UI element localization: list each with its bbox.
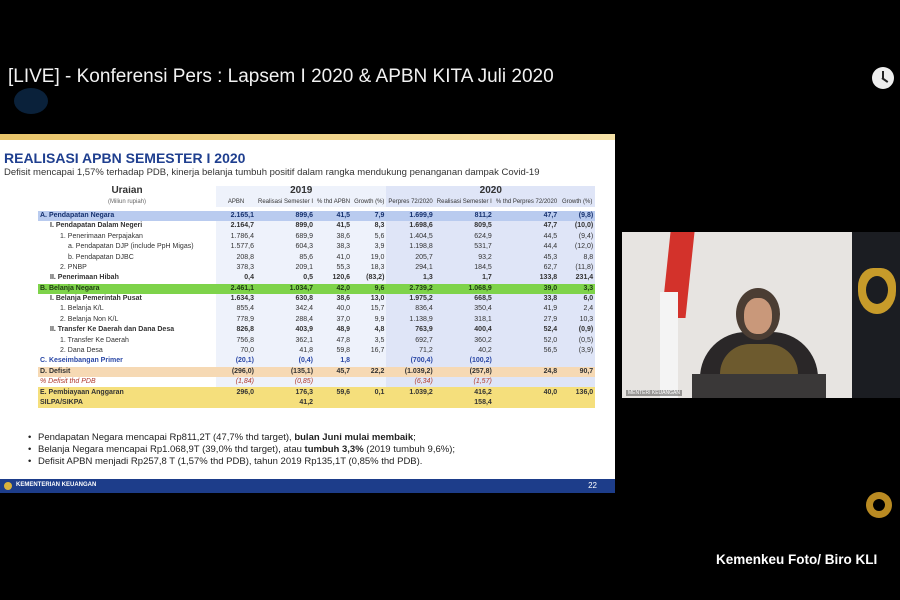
table-row	[38, 377, 595, 387]
row-label: 2. PNBP	[60, 263, 87, 271]
table-cell: 350,4	[435, 304, 494, 314]
table-cell: (83,2)	[352, 273, 386, 283]
row-label: II. Transfer Ke Daerah dan Dana Desa	[50, 326, 175, 334]
table-cell: 37,0	[315, 315, 352, 325]
page-number: 22	[588, 481, 597, 490]
table-cell: 378,3	[216, 263, 256, 273]
table-cell: 294,1	[386, 263, 434, 273]
table-cell: 27,9	[494, 315, 559, 325]
table-cell: 3,5	[352, 335, 386, 345]
table-cell	[494, 356, 559, 366]
table-row	[38, 211, 595, 221]
table-cell: 22,2	[352, 367, 386, 377]
table-cell: (100,2)	[435, 356, 494, 366]
table-cell	[494, 377, 559, 387]
table-cell: 1,3	[386, 273, 434, 283]
table-cell: (1,84)	[216, 377, 256, 387]
table-cell: (0,5)	[559, 335, 595, 345]
table-cell: 689,9	[256, 232, 315, 242]
table-cell: 39,0	[494, 284, 559, 294]
table-cell: 70,0	[216, 346, 256, 356]
table-cell: 7,9	[352, 211, 386, 221]
speaker-caption: MENTERI KEUANGAN	[628, 390, 680, 396]
emblem-center	[866, 276, 888, 304]
table-cell: 3,3	[559, 284, 595, 294]
table-cell: (11,8)	[559, 263, 595, 273]
table-cell: 71,2	[386, 346, 434, 356]
speaker-face	[744, 298, 772, 334]
table-cell: 45,3	[494, 252, 559, 262]
table-cell: (135,1)	[256, 367, 315, 377]
row-label: a. Pendapatan DJP (include PpH Migas)	[68, 243, 194, 251]
row-label: 1. Penerimaan Perpajakan	[60, 232, 143, 240]
table-cell: 362,1	[256, 335, 315, 345]
slide-title: REALISASI APBN SEMESTER I 2020	[4, 150, 246, 166]
table-cell: 342,4	[256, 304, 315, 314]
column-header: Growth (%)	[559, 196, 595, 206]
table-cell: 40,2	[435, 346, 494, 356]
table-cell: 416,2	[435, 387, 494, 397]
table-cell: 531,7	[435, 242, 494, 252]
table-cell: 62,7	[494, 263, 559, 273]
table-cell: (1.039,2)	[386, 367, 434, 377]
kemenkeu-watermark-icon	[866, 492, 892, 518]
table-cell: 1,8	[315, 356, 352, 366]
table-cell: 41,8	[256, 346, 315, 356]
row-label: D. Defisit	[38, 367, 216, 377]
table-cell: 56,5	[494, 346, 559, 356]
slide-subtitle: Defisit mencapai 1,57% terhadap PDB, kinerja belanja tumbuh positif dalam rangka mendukung penanganan dampak Covid-19	[4, 167, 540, 178]
table-cell: 6,0	[559, 294, 595, 304]
table-row	[38, 273, 595, 283]
table-cell: 8,3	[352, 221, 386, 231]
table-cell: 52,0	[494, 335, 559, 345]
table-cell: 400,4	[435, 325, 494, 335]
column-header: % thd APBN	[315, 196, 352, 206]
table-cell: 1.039,2	[386, 387, 434, 397]
table-cell: 205,7	[386, 252, 434, 262]
table-cell: 47,8	[315, 335, 352, 345]
table-cell: 1,7	[435, 273, 494, 283]
table-cell: (9,4)	[559, 232, 595, 242]
table-cell	[216, 398, 256, 408]
table-cell: 90,7	[559, 367, 595, 377]
table-cell: 44,5	[494, 232, 559, 242]
table-cell: 38,3	[315, 242, 352, 252]
table-cell: 0,5	[256, 273, 315, 283]
table-cell: 13,0	[352, 294, 386, 304]
table-cell: 836,4	[386, 304, 434, 314]
table-cell: 10,3	[559, 315, 595, 325]
table-cell: 899,0	[256, 221, 315, 231]
table-cell: 1.577,6	[216, 242, 256, 252]
year-2019-header: 2019	[216, 186, 386, 196]
table-cell: 763,9	[386, 325, 434, 335]
table-cell: 2.165,1	[216, 211, 256, 221]
bullet-item: • Belanja Negara mencapai Rp1.068,9T (39,0% thd target), atau tumbuh 3,3% (2019 tumbuh 9,6%);	[28, 444, 455, 456]
table-cell: 19,0	[352, 252, 386, 262]
slide-footer	[0, 479, 615, 493]
table-cell: (3,9)	[559, 346, 595, 356]
table-cell: 811,2	[435, 211, 494, 221]
desk	[692, 374, 826, 398]
table-cell: 231,4	[559, 273, 595, 283]
unit-label: (Miliun rupiah)	[107, 198, 146, 205]
year-2020-header: 2020	[386, 186, 595, 196]
table-cell: 176,3	[256, 387, 315, 397]
flag-white-part	[660, 292, 678, 398]
row-label: 2. Belanja Non K/L	[60, 315, 119, 323]
table-cell: 1.068,9	[435, 284, 494, 294]
table-cell: 624,9	[435, 232, 494, 242]
table-cell: 41,9	[494, 304, 559, 314]
table-cell: 288,4	[256, 315, 315, 325]
table-cell: 40,0	[315, 304, 352, 314]
table-cell: 2,4	[559, 304, 595, 314]
row-label: A. Pendapatan Negara	[38, 211, 216, 221]
table-row	[38, 325, 595, 335]
table-cell: 93,2	[435, 252, 494, 262]
table-cell: 33,8	[494, 294, 559, 304]
apbn-table	[38, 186, 595, 408]
table-cell: 24,8	[494, 367, 559, 377]
table-cell: 158,4	[435, 398, 494, 408]
table-cell: (12,0)	[559, 242, 595, 252]
table-cell	[315, 377, 352, 387]
table-cell: 630,8	[256, 294, 315, 304]
column-header: Realisasi Semester I	[256, 196, 315, 206]
table-cell: 756,8	[216, 335, 256, 345]
column-header: Perpres 72/2020	[386, 196, 434, 206]
row-label: C. Keseimbangan Primer	[40, 357, 123, 365]
table-row	[38, 356, 595, 366]
stream-title: [LIVE] - Konferensi Pers : Lapsem I 2020 & APBN KITA Juli 2020	[8, 66, 554, 87]
table-cell: 59,6	[315, 387, 352, 397]
table-cell: 692,7	[386, 335, 434, 345]
table-row	[38, 315, 595, 325]
bullet-item: • Defisit APBN menjadi Rp257,8 T (1,57% thd PDB), tahun 2019 Rp135,1T (0,85% thd PDB).	[28, 456, 455, 468]
table-cell: 403,9	[256, 325, 315, 335]
uraian-header: Uraian	[111, 186, 143, 197]
speaker-video	[622, 232, 900, 398]
row-label: 1. Belanja K/L	[60, 305, 104, 313]
column-header: Growth (%)	[352, 196, 386, 206]
table-cell: 1.138,9	[386, 315, 434, 325]
table-cell: 15,7	[352, 304, 386, 314]
table-cell: (1,57)	[435, 377, 494, 387]
table-cell: 1.699,9	[386, 211, 434, 221]
table-cell: (6,34)	[386, 377, 434, 387]
table-cell: 809,5	[435, 221, 494, 231]
row-label: 1. Transfer Ke Daerah	[60, 336, 129, 344]
table-cell: 604,3	[256, 242, 315, 252]
table-cell: 184,5	[435, 263, 494, 273]
table-cell: 826,8	[216, 325, 256, 335]
table-cell: 55,3	[315, 263, 352, 273]
column-header: Realisasi Semester I	[435, 196, 494, 206]
summary-bullets	[28, 432, 455, 468]
table-cell: 38,6	[315, 294, 352, 304]
table-cell: 52,4	[494, 325, 559, 335]
table-cell: 16,7	[352, 346, 386, 356]
table-cell: 48,9	[315, 325, 352, 335]
table-cell: 855,4	[216, 304, 256, 314]
table-cell: 9,6	[352, 284, 386, 294]
table-cell: 9,9	[352, 315, 386, 325]
table-cell: 41,5	[315, 221, 352, 231]
row-label: I. Belanja Pemerintah Pusat	[50, 295, 142, 303]
ministry-banner	[852, 232, 900, 398]
table-cell: 1.975,2	[386, 294, 434, 304]
table-cell	[559, 398, 595, 408]
column-header: APBN	[216, 196, 256, 206]
table-cell: 208,8	[216, 252, 256, 262]
table-cell: 1.698,6	[386, 221, 434, 231]
table-row	[38, 346, 595, 356]
table-cell: 2.164,7	[216, 221, 256, 231]
table-row	[38, 232, 595, 242]
table-cell: (0,4)	[256, 356, 315, 366]
table-cell: 59,8	[315, 346, 352, 356]
table-cell: 209,1	[256, 263, 315, 273]
slide-top-bar	[0, 134, 615, 140]
table-row	[38, 398, 595, 408]
table-cell: (10,0)	[559, 221, 595, 231]
table-cell: 44,4	[494, 242, 559, 252]
row-label: I. Pendapatan Dalam Negeri	[50, 222, 143, 230]
table-cell: 778,9	[216, 315, 256, 325]
row-label: B. Belanja Negara	[38, 284, 216, 294]
table-cell	[352, 356, 386, 366]
table-cell: 1.198,8	[386, 242, 434, 252]
table-cell: 45,7	[315, 367, 352, 377]
table-row	[38, 294, 595, 304]
table-cell: 47,7	[494, 211, 559, 221]
column-header: % thd Perpres 72/2020	[494, 196, 559, 206]
table-cell: 668,5	[435, 294, 494, 304]
table-cell	[352, 377, 386, 387]
table-row	[38, 335, 595, 345]
table-cell	[352, 398, 386, 408]
table-cell: 38,6	[315, 232, 352, 242]
table-cell: 318,1	[435, 315, 494, 325]
table-cell: (296,0)	[216, 367, 256, 377]
row-label: 2. Dana Desa	[60, 347, 103, 355]
table-cell: 1.634,3	[216, 294, 256, 304]
table-cell: 899,6	[256, 211, 315, 221]
row-label: SILPA/SIKPA	[38, 398, 216, 408]
table-cell: 18,3	[352, 263, 386, 273]
table-cell: 2.461,1	[216, 284, 256, 294]
table-cell: 120,6	[315, 273, 352, 283]
table-row	[38, 387, 595, 397]
table-cell	[559, 377, 595, 387]
watch-later-clock-icon[interactable]	[872, 67, 894, 89]
table-row	[38, 284, 595, 294]
table-cell: (700,4)	[386, 356, 434, 366]
table-cell: (9,8)	[559, 211, 595, 221]
table-cell: 136,0	[559, 387, 595, 397]
table-cell: 5,6	[352, 232, 386, 242]
table-row	[38, 252, 595, 262]
table-cell: 41,5	[315, 211, 352, 221]
kemenkeu-logo-icon	[4, 482, 12, 490]
table-row	[38, 242, 595, 252]
photo-credit: Kemenkeu Foto/ Biro KLI	[716, 552, 878, 567]
table-cell: 1.786,4	[216, 232, 256, 242]
table-cell: 1.404,5	[386, 232, 434, 242]
table-cell: 40,0	[494, 387, 559, 397]
table-cell: 2.739,2	[386, 284, 434, 294]
row-label: % Defisit thd PDB	[40, 378, 96, 386]
table-row	[38, 367, 595, 377]
table-cell: 3,9	[352, 242, 386, 252]
table-cell: 4,8	[352, 325, 386, 335]
table-cell: 41,0	[315, 252, 352, 262]
table-cell: 0,4	[216, 273, 256, 283]
row-label: II. Penerimaan Hibah	[50, 274, 119, 282]
table-cell: (257,8)	[435, 367, 494, 377]
table-cell: (0,9)	[559, 325, 595, 335]
presentation-slide	[0, 134, 615, 493]
table-row	[38, 263, 595, 273]
channel-logo-icon	[14, 88, 48, 114]
table-cell: 296,0	[216, 387, 256, 397]
footer-org: KEMENTERIAN KEUANGAN	[16, 482, 97, 488]
table-cell: 8,8	[559, 252, 595, 262]
table-cell: (20,1)	[216, 356, 256, 366]
table-cell: 47,7	[494, 221, 559, 231]
table-cell: (0,85)	[256, 377, 315, 387]
table-cell: 360,2	[435, 335, 494, 345]
table-cell: 41,2	[256, 398, 315, 408]
table-cell	[494, 398, 559, 408]
table-cell: 133,8	[494, 273, 559, 283]
table-cell: 42,0	[315, 284, 352, 294]
table-row	[38, 304, 595, 314]
bullet-item: • Pendapatan Negara mencapai Rp811,2T (47,7% thd target), bulan Juni mulai membaik;	[28, 432, 455, 444]
table-cell: 1.034,7	[256, 284, 315, 294]
row-label: b. Pendapatan DJBC	[68, 253, 134, 261]
table-cell	[386, 398, 434, 408]
table-cell	[559, 356, 595, 366]
table-row	[38, 221, 595, 231]
table-cell: 85,6	[256, 252, 315, 262]
table-cell: 0,1	[352, 387, 386, 397]
table-cell	[315, 398, 352, 408]
row-label: E. Pembiayaan Anggaran	[38, 387, 216, 397]
